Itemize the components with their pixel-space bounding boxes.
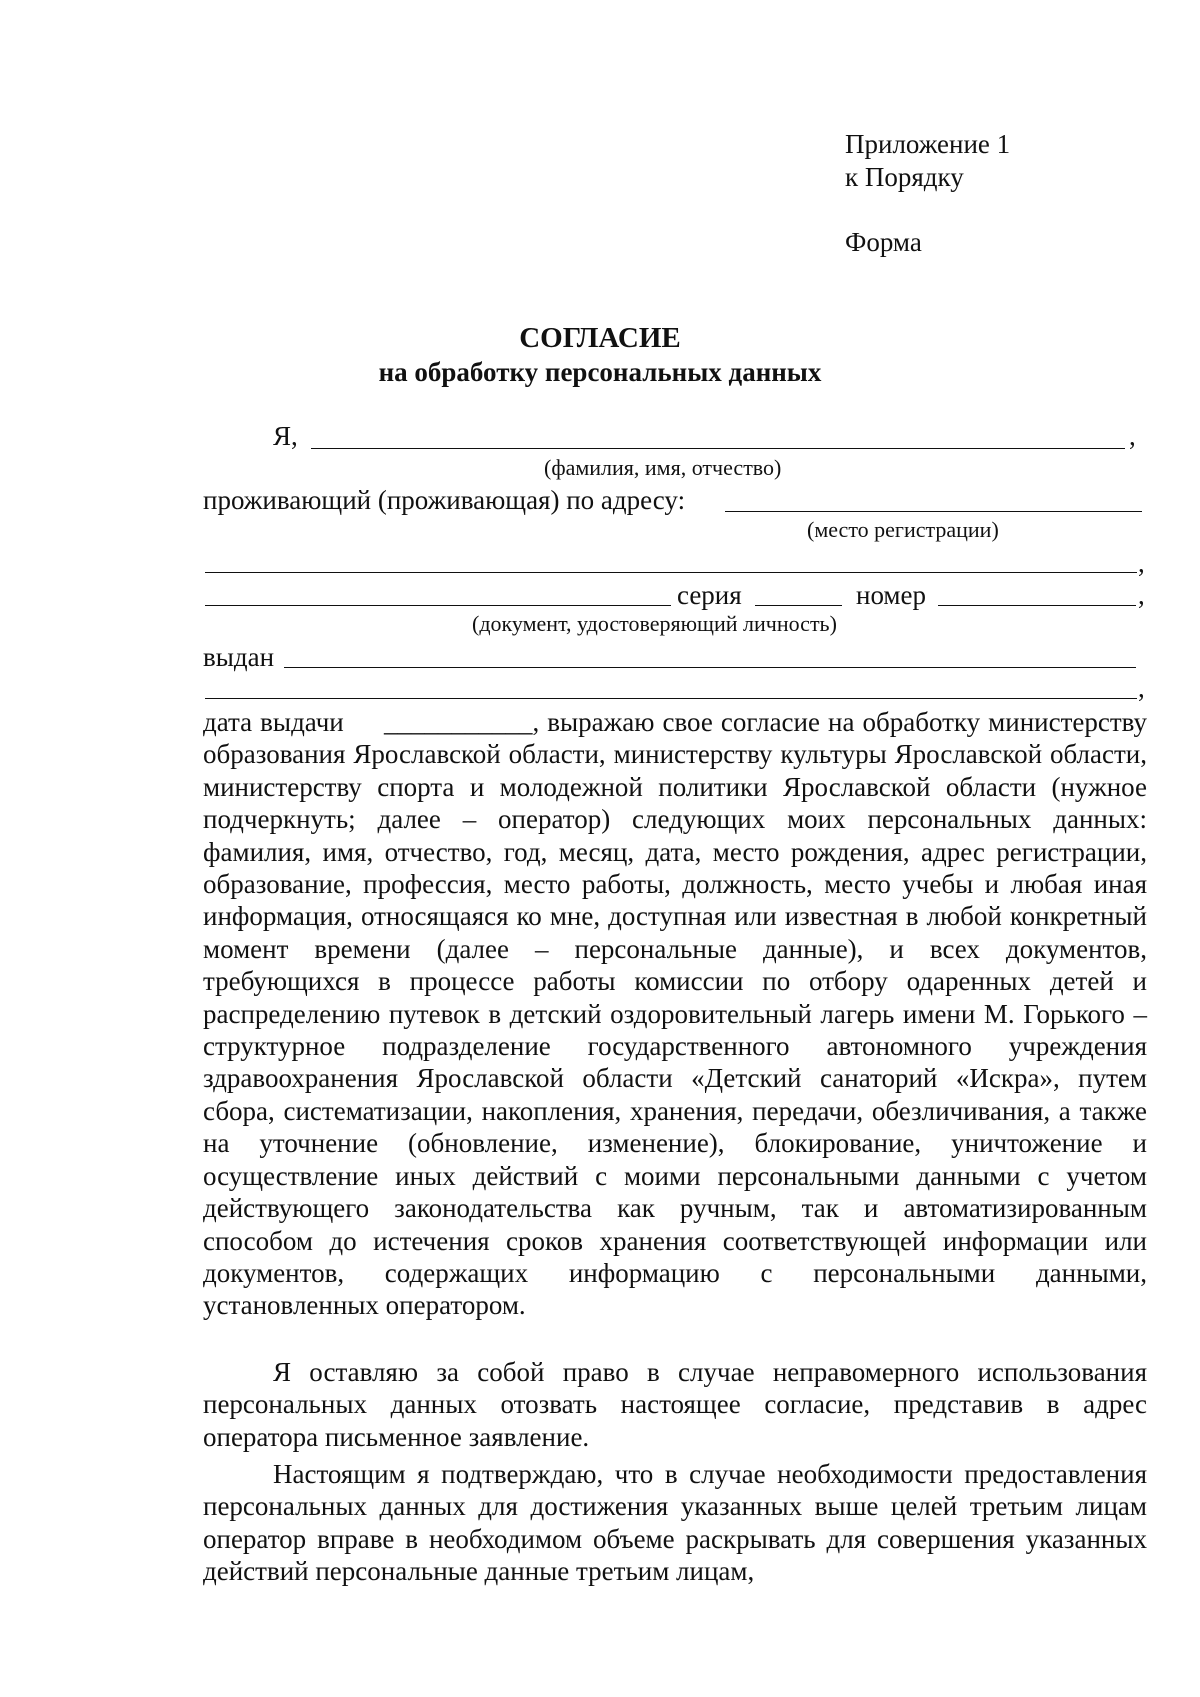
issue-date-blank: ___________,: [383, 707, 540, 737]
comma: ,: [1129, 421, 1136, 451]
comma: ,: [1138, 548, 1145, 578]
address-label: проживающий (проживающая) по адресу:: [203, 485, 686, 515]
consent-text: выражаю свое согласие на обработку министерству образования Ярославской области, министерству культуры Ярославской области, министерству спорта и молодежной политики Ярославской области (нужное подчеркнуть; далее – оператор) следующих моих персональных данных: фамилия, имя, отчество, год, месяц, дата, место рождения, адрес регистрации, образование, профессия, место работы, должность, место учебы и любая иная информация, относящаяся ко мне, доступная или известная в любой конкретный момент времени (далее – персональные данные), и всех документов, требующихся в процессе работы комиссии по отбору одаренных детей и распределению путевок в детский оздоровительный лагерь имени М. Горького – структурное подразделение государственного автономного учреждения здравоохранения Ярославской области «Детский санаторий «Искра», путем сбора, систематизации, накопления, хранения, передачи, обезличивания, а также на уточнение (обновление, изменение), блокирование, уничтожение и осуществление иных действий с моими персональными данными с учетом действующего законодательства как ручным, так и автоматизированным способом до истечения сроков хранения соответствующей информации или документов, содержащих информацию с персональными данными, установленных оператором.: [203, 707, 1147, 1321]
document-caption: (документ, удостоверяющий личность): [472, 611, 837, 636]
series-line[interactable]: [755, 605, 842, 606]
issued-by-line[interactable]: [284, 667, 1136, 668]
document-subtitle: на обработку персональных данных: [378, 357, 822, 387]
comma: ,: [1138, 580, 1145, 610]
number-label: номер: [856, 580, 927, 610]
address-line-2[interactable]: [205, 572, 1137, 573]
series-label: серия: [677, 580, 742, 610]
issued-by-line-2[interactable]: [205, 698, 1137, 699]
document-title: СОГЛАСИЕ: [519, 322, 681, 354]
consent-paragraph: [203, 706, 1147, 1322]
appendix-label: Приложение 1: [845, 129, 1011, 159]
issue-date-label: дата выдачи: [203, 707, 344, 737]
revocation-paragraph: Я оставляю за собой право в случае неправомерного использования персональных данных отозвать настоящее согласие, представив в адрес оператора письменное заявление.: [203, 1357, 1147, 1452]
full-name-caption: (фамилия, имя, отчество): [544, 455, 782, 480]
third-party-paragraph: Настоящим я подтверждаю, что в случае необходимости предоставления персональных данных для достижения указанных выше целей третьим лицам оператор вправе в необходимом объеме раскрывать для совершения указанных действий персональные данные третьим лицам,: [203, 1459, 1147, 1587]
address-caption: (место регистрации): [807, 517, 999, 542]
address-line[interactable]: [725, 511, 1142, 512]
comma: ,: [1138, 673, 1145, 703]
i-label: Я,: [273, 421, 298, 451]
form-label: Форма: [845, 227, 922, 257]
document-line[interactable]: [205, 605, 671, 606]
issued-label: выдан: [203, 642, 275, 672]
order-reference: к Порядку: [845, 162, 964, 192]
full-name-line[interactable]: [311, 448, 1125, 449]
number-line[interactable]: [938, 605, 1136, 606]
